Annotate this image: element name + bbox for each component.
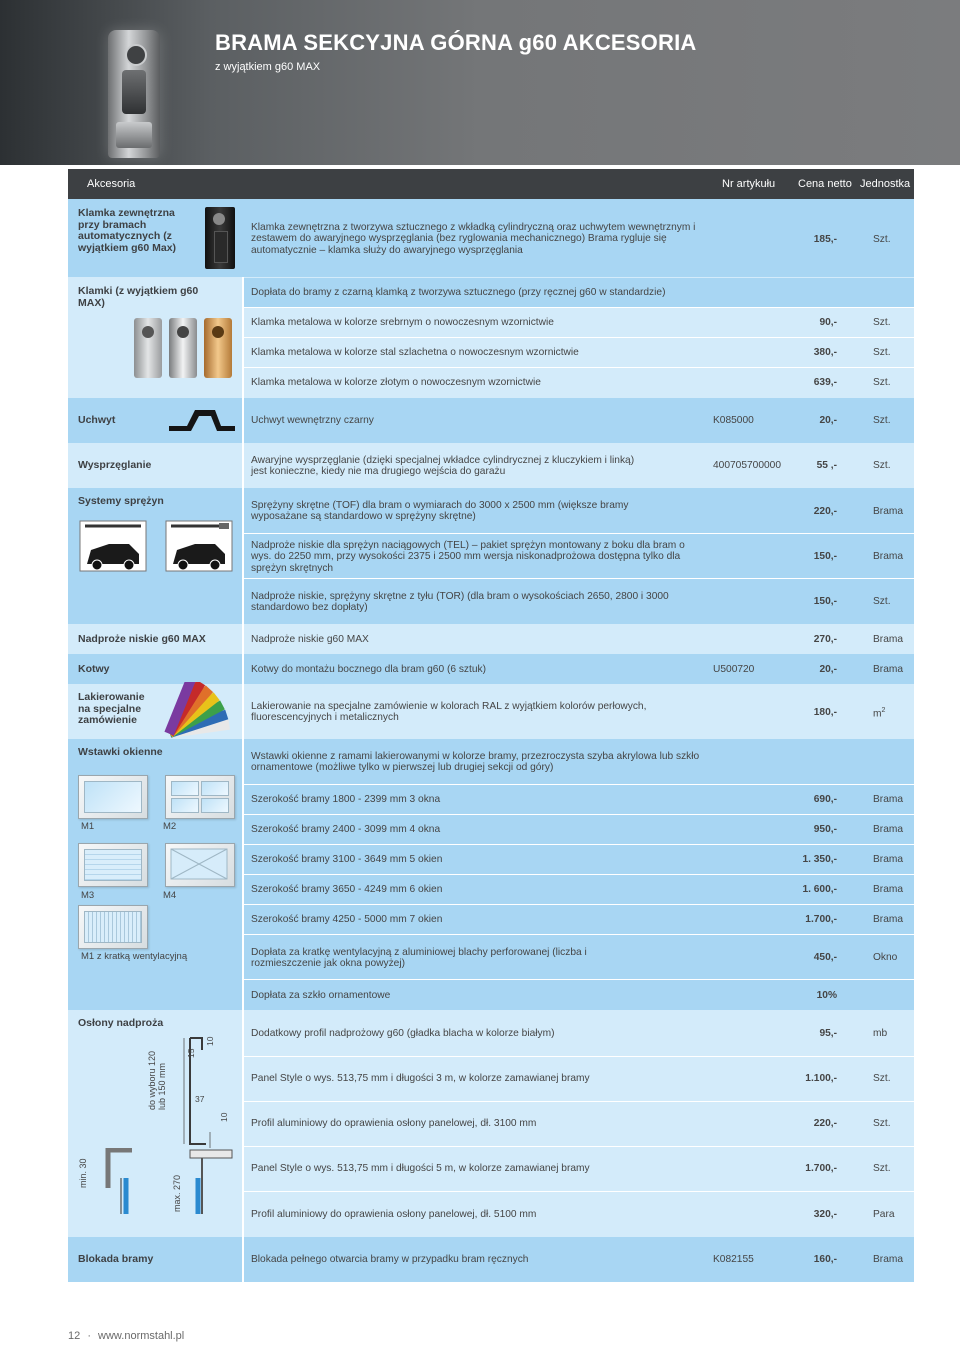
row-price: 95,- <box>819 1028 837 1039</box>
row-price: 90,- <box>819 317 837 328</box>
page-footer <box>68 1330 184 1342</box>
row-article: K082155 <box>713 1254 754 1265</box>
handle-image <box>205 207 235 269</box>
handles-image <box>131 318 237 380</box>
window-m3-image <box>78 843 148 887</box>
row-unit: Brama <box>873 854 904 865</box>
row-unit: Szt. <box>873 415 891 426</box>
row-unit: Szt. <box>873 1073 891 1084</box>
row-article: K085000 <box>713 415 754 426</box>
row-label: Lakierowanie na specjalne zamówienie <box>78 691 145 726</box>
row-desc: Blokada pełnego otwarcia bramy w przypadku bram ręcznych <box>251 1254 529 1265</box>
row-label: Blokada bramy <box>78 1253 154 1265</box>
row-unit: Brama <box>873 794 904 805</box>
row-unit: Szt. <box>873 234 891 245</box>
row-unit: Brama <box>873 664 904 675</box>
dim-label: 10 <box>219 1112 229 1122</box>
row-price: 160,- <box>813 1254 837 1265</box>
row-unit: Brama <box>873 634 904 645</box>
header-banner <box>0 0 960 165</box>
row-unit: Okno <box>873 952 898 963</box>
panel-profile-diagram-2 <box>180 1148 236 1218</box>
spring-diagram-car-1 <box>79 520 147 572</box>
row-price: 1.100,- <box>805 1073 837 1084</box>
row-unit: mb <box>873 1028 888 1039</box>
row-desc: Dodatkowy profil nadprożowy g60 (gładka blacha w kolorze białym) <box>251 1028 555 1039</box>
window-m1-image <box>78 775 148 819</box>
window-caption: M1 z kratką wentylacyjną <box>81 951 188 962</box>
row-price: 1. 600,- <box>802 884 837 895</box>
row-price: 1.700,- <box>805 1163 837 1174</box>
row-label: Systemy sprężyn <box>78 495 164 507</box>
row-desc: Dopłata za kratkę wentylacyjną z aluminiowej blachy perforowanej (liczba i rozmieszczenie jak okna powyżej) <box>251 947 587 970</box>
row-price: 20,- <box>819 415 837 426</box>
row-price: 450,- <box>813 952 837 963</box>
row-price: 20,- <box>819 664 837 675</box>
dim-label-max: max. 270 <box>172 1174 182 1212</box>
dim-label: 37 <box>195 1094 205 1104</box>
spring-diagram-car-2 <box>165 520 233 572</box>
row-unit: Szt. <box>873 377 891 388</box>
row-desc: Nadproże niskie, sprężyny skrętne z tyłu (TOR) (dla bram o wysokościach 2650, 2800 i 3000 standardowo bez dopłaty) <box>251 591 669 614</box>
row-price: 1.700,- <box>805 914 837 925</box>
col-article: Nr artykułu <box>722 178 776 190</box>
panel-profile-diagram-1 <box>86 1148 136 1218</box>
row-article: 400705700000 <box>713 460 781 471</box>
website-link[interactable]: www.normstahl.pl <box>98 1330 185 1342</box>
grip-handle-image <box>165 404 237 436</box>
row-desc: Dopłata za szkło ornamentowe <box>251 990 391 1001</box>
row-label: Wstawki okienne <box>78 746 163 758</box>
row-price: 10% <box>816 990 837 1001</box>
window-m1-vent-image <box>78 905 148 949</box>
window-caption: M1 <box>81 821 95 832</box>
row-desc: Uchwyt wewnętrzny czarny <box>251 415 374 426</box>
row-unit: Szt. <box>873 1118 891 1129</box>
row-unit: Brama <box>873 824 904 835</box>
row-desc: Sprężyny skrętne (TOF) dla bram o wymiarach do 3000 x 2500 mm (większe bramy wyposażane są standardowo w sprężyny skrętne) <box>251 500 629 523</box>
row-desc: Klamka metalowa w kolorze stal szlachetna o nowoczesnym wzornictwie <box>251 347 579 358</box>
row-unit: Szt. <box>873 317 891 328</box>
row-price: 270,- <box>813 634 837 645</box>
row-unit: Szt. <box>873 460 891 471</box>
row-desc: Dopłata do bramy z czarną klamką z tworzywa sztucznego (przy ręcznej g60 w standardzie) <box>251 287 666 298</box>
row-unit: Brama <box>873 914 904 925</box>
row-desc: Panel Style o wys. 513,75 mm i długości 5 m, w kolorze zamawianej bramy <box>251 1163 590 1174</box>
row-label: Osłony nadproża <box>78 1017 164 1029</box>
row-desc: Klamka metalowa w kolorze srebrnym o nowoczesnym wzornictwie <box>251 317 554 328</box>
row-label: Klamka zewnętrzna przy bramach automatycznych (z wyjątkiem g60 Max) <box>78 207 177 254</box>
window-caption: M2 <box>163 821 177 832</box>
row-desc: Klamka zewnętrzna z tworzywa sztucznego z wkładką cylindryczną oraz uchwytem wewnętrznym i zestawem do awaryjnego wysprzęglania (bez ryglowania mechanicznego) Brama rygluje się automatycznie – klamka służy do awaryjnego wysprzęglania <box>251 222 696 256</box>
row-desc: Klamka metalowa w kolorze złotym o nowoczesnym wzornictwie <box>251 377 541 388</box>
col-accessories: Akcesoria <box>87 178 136 190</box>
row-price: 320,- <box>813 1209 837 1220</box>
row-label: Klamki (z wyjątkiem g60 MAX) <box>78 285 199 309</box>
row-unit: Szt. <box>873 596 891 607</box>
window-m2-image <box>165 775 235 819</box>
row-price: 150,- <box>813 551 837 562</box>
col-price: Cena netto <box>798 178 852 190</box>
dim-label: 10 <box>205 1036 215 1046</box>
row-unit: Para <box>873 1209 895 1220</box>
row-desc: Lakierowanie na specjalne zamówienie w kolorach RAL z wyjątkiem kolorów perłowych, fluorescencyjnych i metalicznych <box>251 701 647 724</box>
row-unit: Brama <box>873 551 904 562</box>
color-fan-image <box>160 682 242 742</box>
row-desc: Wstawki okienne z ramami lakierowanymi w kolorze bramy, przezroczysta szyba akrylowa lub szkło ornamentowe (możliwe tylko w pierwszej lub drugiej sekcji od góry) <box>251 751 700 774</box>
row-unit: $m^2$ <box>873 707 886 720</box>
row-unit: Brama <box>873 1254 904 1265</box>
col-unit: Jednostka <box>860 178 911 190</box>
row-desc: Panel Style o wys. 513,75 mm i długości 3 m, w kolorze zamawianej bramy <box>251 1073 590 1084</box>
row-desc: Szerokość bramy 3650 - 4249 mm 6 okien <box>251 884 443 895</box>
row-price: 950,- <box>813 824 837 835</box>
window-caption: M4 <box>163 890 177 901</box>
page-number: 12 <box>68 1330 81 1342</box>
row-desc: Szerokość bramy 2400 - 3099 mm 4 okna <box>251 824 441 835</box>
dim-label: 15 <box>186 1048 196 1058</box>
window-m4-image <box>165 843 235 887</box>
row-price: 185,- <box>813 234 837 245</box>
row-desc: Kotwy do montażu bocznego dla bram g60 (6 sztuk) <box>251 664 487 675</box>
row-price: 220,- <box>813 1118 837 1129</box>
row-desc: Nadproże niskie g60 MAX <box>251 634 369 645</box>
row-article: U500720 <box>713 664 755 675</box>
row-label: Nadproże niskie g60 MAX <box>78 633 206 645</box>
row-unit: Brama <box>873 884 904 895</box>
row-price: 1. 350,- <box>802 854 837 865</box>
page-title: BRAMA SEKCYJNA GÓRNA g60 AKCESORIA <box>215 30 697 55</box>
row-price: 220,- <box>813 506 837 517</box>
window-caption: M3 <box>81 890 95 901</box>
row-label: Kotwy <box>78 663 110 675</box>
table-row <box>68 654 914 684</box>
footer-separator: · <box>87 1330 91 1342</box>
row-unit: Szt. <box>873 1163 891 1174</box>
table-header <box>68 169 914 199</box>
row-unit: Brama <box>873 506 904 517</box>
row-desc: Nadproże niskie dla sprężyn naciągowych (TEL) – pakiet sprężyn montowany z boku dla bram o wys. do 2250 mm, przy wysokości 2375 i 2500 mm wersja niskonadprożowa dostępna tylko dla sprężyn skrętnych <box>251 540 685 574</box>
row-desc: Szerokość bramy 4250 - 5000 mm 7 okien <box>251 914 443 925</box>
row-label: Uchwyt <box>78 414 116 426</box>
row-price: 380,- <box>813 347 837 358</box>
row-desc: Szerokość bramy 3100 - 3649 mm 5 okien <box>251 854 443 865</box>
row-desc: Szerokość bramy 1800 - 2399 mm 3 okna <box>251 794 441 805</box>
page-subtitle: z wyjątkiem g60 MAX <box>215 61 321 73</box>
row-price: 690,- <box>813 794 837 805</box>
dim-label-min: min. 30 <box>78 1158 88 1188</box>
row-price: 639,- <box>813 377 837 388</box>
row-desc: Awaryjne wysprzęglanie (dzięki specjalnej wkładce cylindrycznej z kluczykiem i linką) jest konieczne, kiedy nie ma drugiego wejścia do garażu <box>251 455 635 478</box>
row-label: Wysprzęglanie <box>78 459 152 471</box>
row-unit: Szt. <box>873 347 891 358</box>
row-price: 150,- <box>813 596 837 607</box>
dim-label-choice: do wyboru 120 lub 150 mm <box>147 1050 167 1110</box>
row-desc: Profil aluminiowy do oprawienia osłony panelowej, dł. 5100 mm <box>251 1209 537 1220</box>
row-price: 55 ,- <box>816 460 837 471</box>
row-desc: Profil aluminiowy do oprawienia osłony panelowej, dł. 3100 mm <box>251 1118 537 1129</box>
handle-photo <box>108 30 160 158</box>
row-price: 180,- <box>813 707 837 718</box>
